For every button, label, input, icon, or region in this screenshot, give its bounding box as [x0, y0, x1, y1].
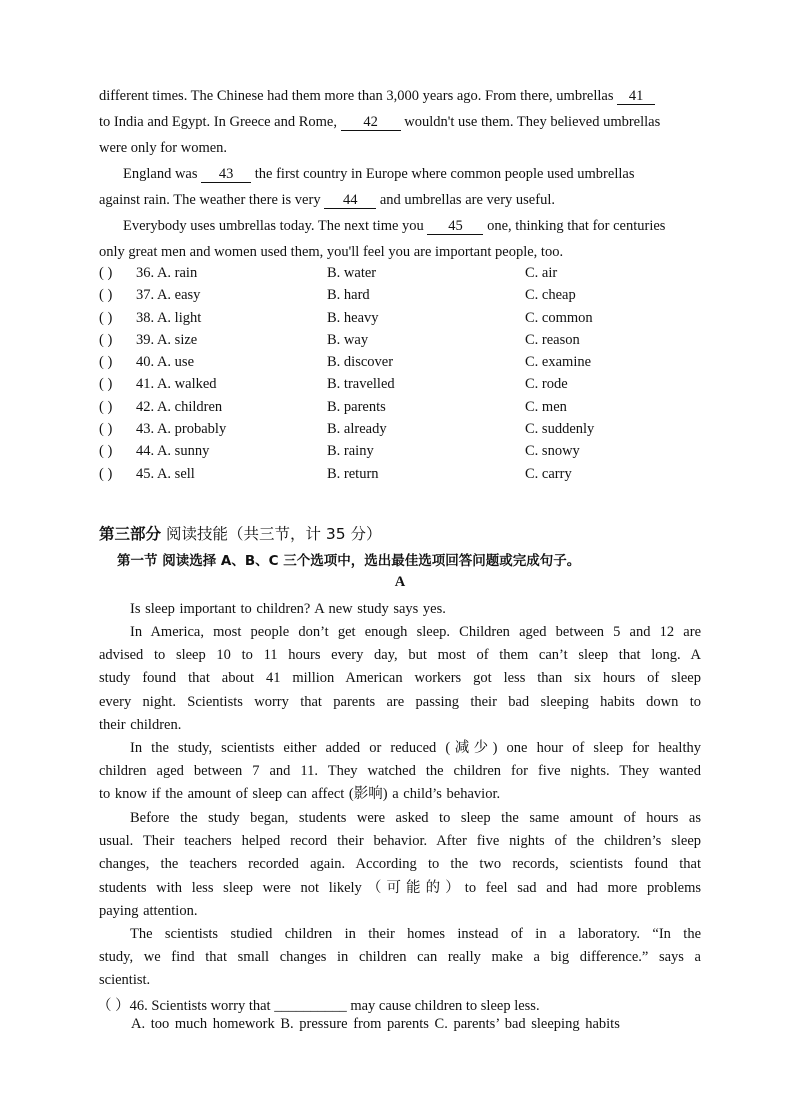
option-a: 36. A. rain	[136, 265, 198, 281]
option-c: C. reason	[525, 331, 580, 348]
question-46-options: A. too much homework B. pressure from parents C. parents’ bad sleeping habits	[131, 1016, 620, 1032]
blank-43: 43	[201, 166, 251, 183]
answer-bracket: ( )	[99, 354, 113, 371]
option-a: 39. A. size	[136, 331, 198, 348]
option-a: 44. A. sunny	[136, 443, 210, 460]
option-c: C. men	[525, 398, 567, 415]
option-c: C. carry	[525, 465, 572, 482]
article-paragraph-4: Before the study began, students were asked to sleep the same amount of hours as usual. Their teachers helped record their behavior. After five nights of the children’s sleep changes, the teachers recorded again. According to the two records, scientists found that students with less sleep were not likely（可能的）to feel sad and had more problems paying attention.	[99, 810, 701, 919]
cloze-paragraph-1: different times. The Chinese had them more than 3,000 years ago. From there, umbrellas 41 to India and Egypt. In Greece and Rome, 42 wouldn't use them. They believed umbrellas were only for women.	[99, 88, 661, 156]
option-row	[99, 287, 719, 309]
option-b: B. hard	[327, 287, 370, 304]
answer-bracket: ( )	[99, 376, 113, 393]
cloze-paragraph-3: Everybody uses umbrellas today. The next time you 45 one, thinking that for centuries only great men and women used them, you'll feel you are important people, too.	[99, 218, 666, 260]
option-a: 41. A. walked	[136, 376, 217, 393]
option-row	[99, 376, 719, 398]
blank-45: 45	[427, 218, 483, 235]
blank-44: 44	[324, 192, 376, 209]
option-b: B. return	[327, 465, 379, 482]
option-b: B. discover	[327, 354, 394, 371]
option-c: C. examine	[525, 354, 592, 371]
option-row	[99, 443, 719, 465]
option-row	[99, 332, 719, 354]
option-b: B. heavy	[327, 309, 379, 326]
article-paragraph-5: The scientists studied children in their homes instead of in a laboratory. “In the study, we find that small changes in children can really make a big difference.” says a scientist.	[99, 926, 701, 989]
answer-bracket: ( )	[99, 287, 113, 304]
blank-41: 41	[617, 88, 655, 105]
option-c: C. common	[525, 309, 593, 326]
option-b: B. already	[327, 421, 387, 438]
option-a: 37. A. easy	[136, 287, 201, 304]
cloze-paragraph-2: England was 43 the first country in Europe where common people used umbrellas against rain. The weather there is very 44 and umbrellas are very useful.	[99, 166, 635, 208]
cloze-options	[99, 265, 719, 488]
option-a: 43. A. probably	[136, 421, 227, 438]
option-row	[99, 421, 719, 443]
option-c: C. air	[525, 265, 558, 281]
section-instruction: 第一节 阅读选择 A、B、C 三个选项中，选出最佳选项回答问题或完成句子。	[117, 553, 581, 569]
answer-bracket: ( )	[99, 465, 113, 482]
article-paragraph-2: In America, most people don’t get enough sleep. Children aged between 5 and 12 are advised to sleep 10 to 11 hours every day, but most of them can’t sleep that long. A study found that about 41 million American workers got less than six hours of sleep every night. Scientists worry that parents are passing their bad sleeping habits down to their children.	[99, 624, 701, 733]
option-row	[99, 466, 719, 488]
option-b: B. parents	[327, 398, 386, 415]
article-paragraph-3: In the study, scientists either added or reduced (减少) one hour of sleep for healthy children aged between 7 and 11. They watched the children for five nights. They wanted to know if the amount of sleep can affect (影响) a child’s behavior.	[99, 740, 701, 803]
answer-bracket: ( )	[99, 421, 113, 438]
option-b: B. rainy	[327, 443, 374, 460]
option-row	[99, 310, 719, 332]
answer-bracket: ( )	[99, 443, 113, 460]
option-b: B. travelled	[327, 376, 395, 393]
option-a: 42. A. children	[136, 398, 223, 415]
answer-bracket: ( )	[99, 309, 113, 326]
option-c: C. rode	[525, 376, 568, 393]
answer-bracket: ( )	[99, 398, 113, 415]
option-row	[99, 354, 719, 376]
blank-42: 42	[341, 114, 401, 131]
option-row	[99, 265, 719, 287]
option-a: 45. A. sell	[136, 465, 195, 482]
option-c: C. cheap	[525, 287, 576, 304]
option-a: 40. A. use	[136, 354, 194, 371]
section-heading: 第三部分 阅读技能（共三节，计 35 分）	[99, 525, 382, 543]
answer-bracket: ( )	[99, 265, 113, 281]
option-b: B. way	[327, 331, 369, 348]
option-row	[99, 399, 719, 421]
option-c: C. suddenly	[525, 421, 595, 438]
passage-label: A	[394, 574, 406, 590]
answer-bracket: ( )	[99, 331, 113, 348]
option-c: C. snowy	[525, 443, 580, 460]
article-paragraph-1: Is sleep important to children? A new study says yes.	[130, 601, 446, 617]
question-46: （ ）46. Scientists worry that __________ may cause children to sleep less.	[97, 998, 540, 1014]
option-b: B. water	[327, 265, 377, 281]
option-a: 38. A. light	[136, 309, 202, 326]
